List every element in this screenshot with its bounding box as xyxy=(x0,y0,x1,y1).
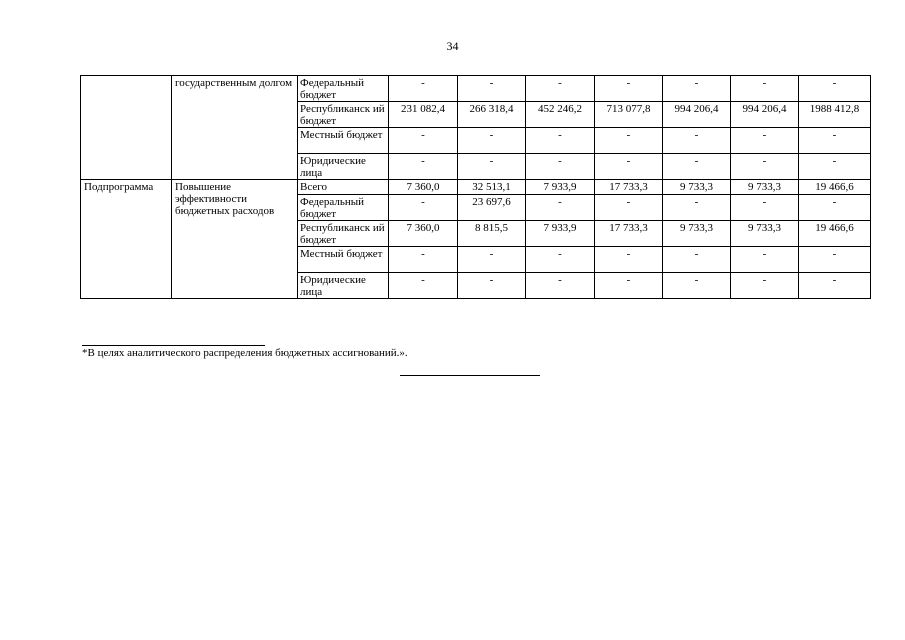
program-cell xyxy=(81,76,172,180)
value-cell: - xyxy=(799,154,871,180)
value-cell: - xyxy=(389,76,458,102)
subprogram-name-cell: Повышение эффективности бюджетных расходов xyxy=(172,180,298,299)
value-cell: - xyxy=(458,128,526,154)
value-cell: 713 077,8 xyxy=(595,102,663,128)
value-cell: - xyxy=(799,195,871,221)
funding-source-cell: Всего xyxy=(298,180,389,195)
value-cell: - xyxy=(731,76,799,102)
value-cell: - xyxy=(458,273,526,299)
value-cell: - xyxy=(595,154,663,180)
value-cell: - xyxy=(731,247,799,273)
value-cell: - xyxy=(799,273,871,299)
value-cell: 17 733,3 xyxy=(595,221,663,247)
subprogram-name-cell: государственным долгом xyxy=(172,76,298,180)
funding-source-cell: Местный бюджет xyxy=(298,128,389,154)
funding-source-cell: Федеральный бюджет xyxy=(298,195,389,221)
value-cell: - xyxy=(663,128,731,154)
value-cell: 9 733,3 xyxy=(731,221,799,247)
value-cell: - xyxy=(731,128,799,154)
program-cell: Подпрограмма xyxy=(81,180,172,299)
value-cell: 19 466,6 xyxy=(799,221,871,247)
value-cell: - xyxy=(663,273,731,299)
value-cell: 32 513,1 xyxy=(458,180,526,195)
funding-source-cell: Республиканск ий бюджет xyxy=(298,102,389,128)
value-cell: - xyxy=(799,128,871,154)
funding-source-cell: Местный бюджет xyxy=(298,247,389,273)
value-cell: - xyxy=(389,128,458,154)
end-divider xyxy=(400,375,540,376)
value-cell: - xyxy=(799,247,871,273)
table-row xyxy=(81,76,871,102)
value-cell: - xyxy=(595,273,663,299)
value-cell: 7 933,9 xyxy=(526,221,595,247)
value-cell: 7 360,0 xyxy=(389,221,458,247)
value-cell: - xyxy=(663,247,731,273)
value-cell: - xyxy=(595,76,663,102)
value-cell: 994 206,4 xyxy=(731,102,799,128)
value-cell: 994 206,4 xyxy=(663,102,731,128)
value-cell: 231 082,4 xyxy=(389,102,458,128)
value-cell: 23 697,6 xyxy=(458,195,526,221)
page-number: 34 xyxy=(446,39,459,53)
value-cell: - xyxy=(389,273,458,299)
value-cell: 7 933,9 xyxy=(526,180,595,195)
value-cell: - xyxy=(526,76,595,102)
value-cell: - xyxy=(595,128,663,154)
value-cell: 266 318,4 xyxy=(458,102,526,128)
value-cell: - xyxy=(731,195,799,221)
value-cell: - xyxy=(663,154,731,180)
value-cell: 7 360,0 xyxy=(389,180,458,195)
value-cell: - xyxy=(389,195,458,221)
footnote-divider xyxy=(82,345,265,346)
value-cell: - xyxy=(458,76,526,102)
value-cell: - xyxy=(799,76,871,102)
funding-source-cell: Федеральный бюджет xyxy=(298,76,389,102)
value-cell: - xyxy=(526,247,595,273)
value-cell: 9 733,3 xyxy=(731,180,799,195)
value-cell: - xyxy=(526,128,595,154)
footnote-text: *В целях аналитического распределения бюджетных ассигнований.». xyxy=(82,347,408,359)
value-cell: - xyxy=(731,154,799,180)
value-cell: - xyxy=(526,154,595,180)
value-cell: - xyxy=(389,247,458,273)
value-cell: 1988 412,8 xyxy=(799,102,871,128)
value-cell: - xyxy=(526,195,595,221)
value-cell: 19 466,6 xyxy=(799,180,871,195)
funding-source-cell: Юридические лица xyxy=(298,273,389,299)
funding-source-cell: Юридические лица xyxy=(298,154,389,180)
value-cell: 452 246,2 xyxy=(526,102,595,128)
value-cell: - xyxy=(458,154,526,180)
value-cell: 9 733,3 xyxy=(663,221,731,247)
funding-source-cell: Республиканск ий бюджет xyxy=(298,221,389,247)
budget-table xyxy=(80,75,871,299)
value-cell: 17 733,3 xyxy=(595,180,663,195)
value-cell: 9 733,3 xyxy=(663,180,731,195)
value-cell: - xyxy=(458,247,526,273)
value-cell: - xyxy=(595,247,663,273)
value-cell: 8 815,5 xyxy=(458,221,526,247)
value-cell: - xyxy=(731,273,799,299)
table-row xyxy=(81,180,871,195)
value-cell: - xyxy=(663,76,731,102)
value-cell: - xyxy=(526,273,595,299)
value-cell: - xyxy=(595,195,663,221)
value-cell: - xyxy=(389,154,458,180)
table-body xyxy=(81,76,871,299)
value-cell: - xyxy=(663,195,731,221)
